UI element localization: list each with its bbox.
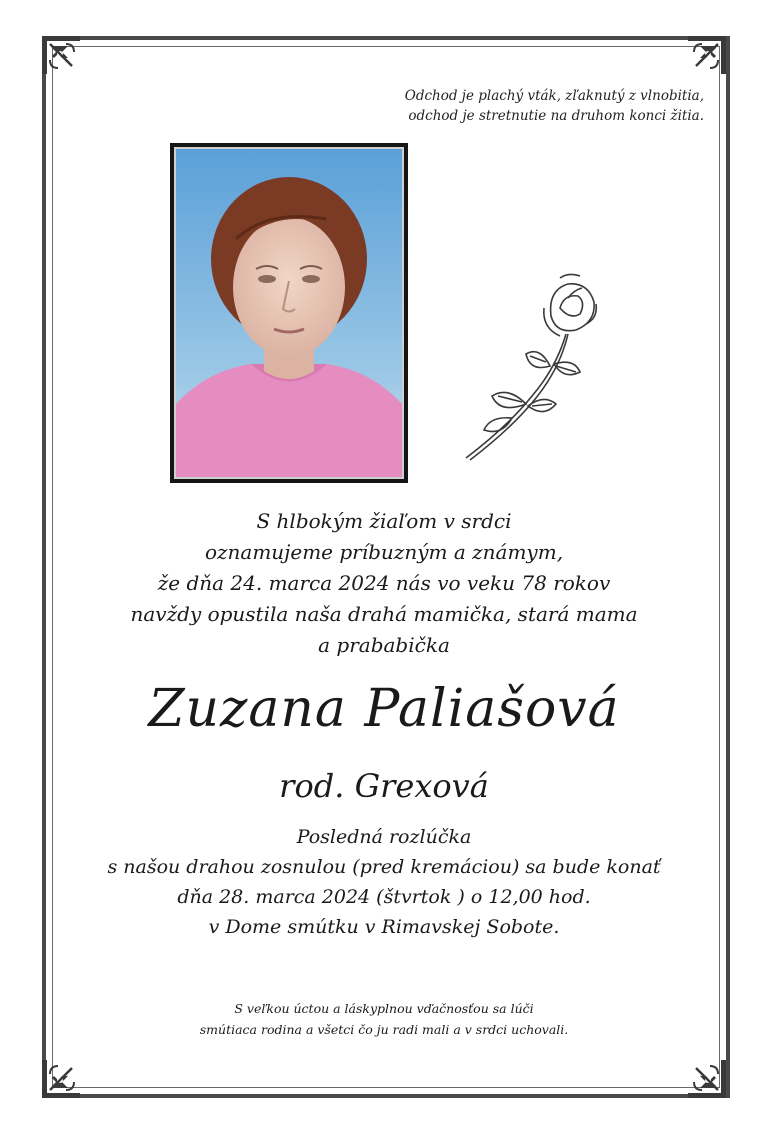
announcement-text [60, 506, 708, 661]
announcement-line-1: S hlbokým žiaľom v srdci [256, 509, 512, 533]
corner-ornament-icon [684, 32, 730, 78]
announcement-line-5: a prababička [318, 633, 450, 657]
motto-line-1: Odchod je plachý vták, zľaknutý z vlnobitia, [404, 88, 704, 104]
announcement-line-2: oznamujeme príbuzným a známym, [204, 540, 564, 564]
corner-ornament-icon [38, 1056, 84, 1102]
portrait-frame [170, 143, 408, 483]
deceased-name: Zuzana Paliašová [148, 679, 620, 739]
ceremony-line-2: s našou drahou zosnulou (pred kremáciou) sa bude konať [107, 856, 661, 878]
corner-ornament-icon [38, 32, 84, 78]
maiden-name: rod. Grexová [279, 767, 489, 805]
closing-text [60, 998, 708, 1040]
announcement-line-4: navždy opustila naša drahá mamička, stará mama [130, 602, 638, 626]
ceremony-details [60, 822, 708, 942]
portrait-photo [174, 147, 404, 479]
corner-ornament-icon [684, 1056, 730, 1102]
closing-line-1: S veľkou úctou a láskyplnou vďačnosťou sa lúči [234, 1001, 534, 1016]
ceremony-line-1: Posledná rozlúčka [296, 826, 472, 848]
motto-line-2: odchod je stretnutie na druhom konci žitia. [408, 108, 704, 124]
ceremony-line-3: dňa 28. marca 2024 (štvrtok ) o 12,00 hod. [177, 886, 591, 908]
closing-line-2: smútiaca rodina a všetci čo ju radi mali a v srdci uchovali. [199, 1022, 569, 1037]
announcement-line-3: že dňa 24. marca 2024 nás vo veku 78 rokov [157, 571, 611, 595]
ceremony-line-4: v Dome smútku v Rimavskej Sobote. [208, 916, 560, 938]
motto-verse [284, 86, 704, 126]
rose-icon [456, 268, 606, 463]
